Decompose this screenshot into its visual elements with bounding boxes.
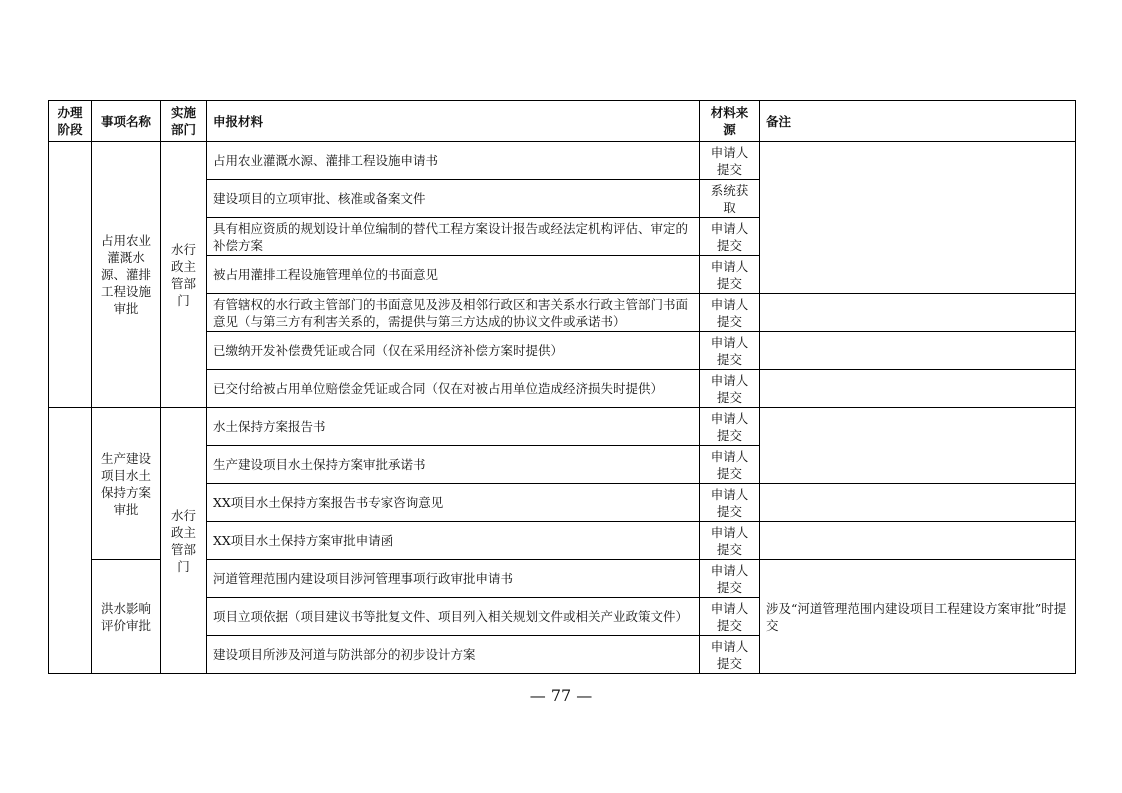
material-cell: XX项目水土保持方案审批申请函 bbox=[207, 522, 700, 560]
material-cell: XX项目水土保持方案报告书专家咨询意见 bbox=[207, 484, 700, 522]
item-name-cell: 洪水影响评价审批 bbox=[92, 560, 161, 674]
table-row bbox=[49, 142, 1076, 180]
remark-cell bbox=[760, 370, 1076, 408]
material-cell: 生产建设项目水土保持方案审批承诺书 bbox=[207, 446, 700, 484]
table-header-row bbox=[49, 101, 1076, 142]
source-cell: 申请人提交 bbox=[700, 484, 760, 522]
material-cell: 有管辖权的水行政主管部门的书面意见及涉及相邻行政区和害关系水行政主管部门书面意见（与第三方有利害关系的，需提供与第三方达成的协议文件或承诺书） bbox=[207, 294, 700, 332]
source-cell: 申请人提交 bbox=[700, 370, 760, 408]
material-cell: 水土保持方案报告书 bbox=[207, 408, 700, 446]
header-source: 材料来源 bbox=[700, 101, 760, 142]
remark-cell bbox=[760, 522, 1076, 560]
remark-cell bbox=[760, 142, 1076, 294]
remark-cell bbox=[760, 332, 1076, 370]
source-cell: 申请人提交 bbox=[700, 332, 760, 370]
material-cell: 建设项目的立项审批、核准或备案文件 bbox=[207, 180, 700, 218]
material-cell: 项目立项依据（项目建议书等批复文件、项目列入相关规划文件或相关产业政策文件） bbox=[207, 598, 700, 636]
item-name-cell: 生产建设项目水土保持方案审批 bbox=[92, 408, 161, 560]
stage-cell bbox=[49, 142, 92, 408]
source-cell: 申请人提交 bbox=[700, 408, 760, 446]
source-cell: 系统获取 bbox=[700, 180, 760, 218]
material-cell: 被占用灌排工程设施管理单位的书面意见 bbox=[207, 256, 700, 294]
remark-cell bbox=[760, 408, 1076, 484]
source-cell: 申请人提交 bbox=[700, 294, 760, 332]
material-cell: 已缴纳开发补偿费凭证或合同（仅在采用经济补偿方案时提供） bbox=[207, 332, 700, 370]
source-cell: 申请人提交 bbox=[700, 256, 760, 294]
stage-cell bbox=[49, 408, 92, 674]
remark-cell: 涉及“河道管理范围内建设项目工程建设方案审批”时提交 bbox=[760, 560, 1076, 674]
department-cell: 水行政主管部门 bbox=[161, 142, 207, 408]
remark-cell bbox=[760, 484, 1076, 522]
header-materials: 申报材料 bbox=[207, 101, 700, 142]
table-row bbox=[49, 408, 1076, 446]
header-stage: 办理阶段 bbox=[49, 101, 92, 142]
source-cell: 申请人提交 bbox=[700, 142, 760, 180]
header-item-name: 事项名称 bbox=[92, 101, 161, 142]
remark-cell bbox=[760, 294, 1076, 332]
material-cell: 已交付给被占用单位赔偿金凭证或合同（仅在对被占用单位造成经济损失时提供） bbox=[207, 370, 700, 408]
page-number: — 77 — bbox=[529, 686, 593, 705]
source-cell: 申请人提交 bbox=[700, 560, 760, 598]
header-remarks: 备注 bbox=[760, 101, 1076, 142]
source-cell: 申请人提交 bbox=[700, 522, 760, 560]
material-cell: 具有相应资质的规划设计单位编制的替代工程方案设计报告或经法定机构评估、审定的补偿方案 bbox=[207, 218, 700, 256]
source-cell: 申请人提交 bbox=[700, 636, 760, 674]
source-cell: 申请人提交 bbox=[700, 446, 760, 484]
item-name-cell: 占用农业灌溉水源、灌排工程设施审批 bbox=[92, 142, 161, 408]
department-cell: 水行政主管部门 bbox=[161, 408, 207, 674]
header-department: 实施部门 bbox=[161, 101, 207, 142]
source-cell: 申请人提交 bbox=[700, 218, 760, 256]
material-cell: 河道管理范围内建设项目涉河管理事项行政审批申请书 bbox=[207, 560, 700, 598]
material-cell: 占用农业灌溉水源、灌排工程设施申请书 bbox=[207, 142, 700, 180]
materials-table bbox=[48, 100, 1076, 674]
source-cell: 申请人提交 bbox=[700, 598, 760, 636]
material-cell: 建设项目所涉及河道与防洪部分的初步设计方案 bbox=[207, 636, 700, 674]
